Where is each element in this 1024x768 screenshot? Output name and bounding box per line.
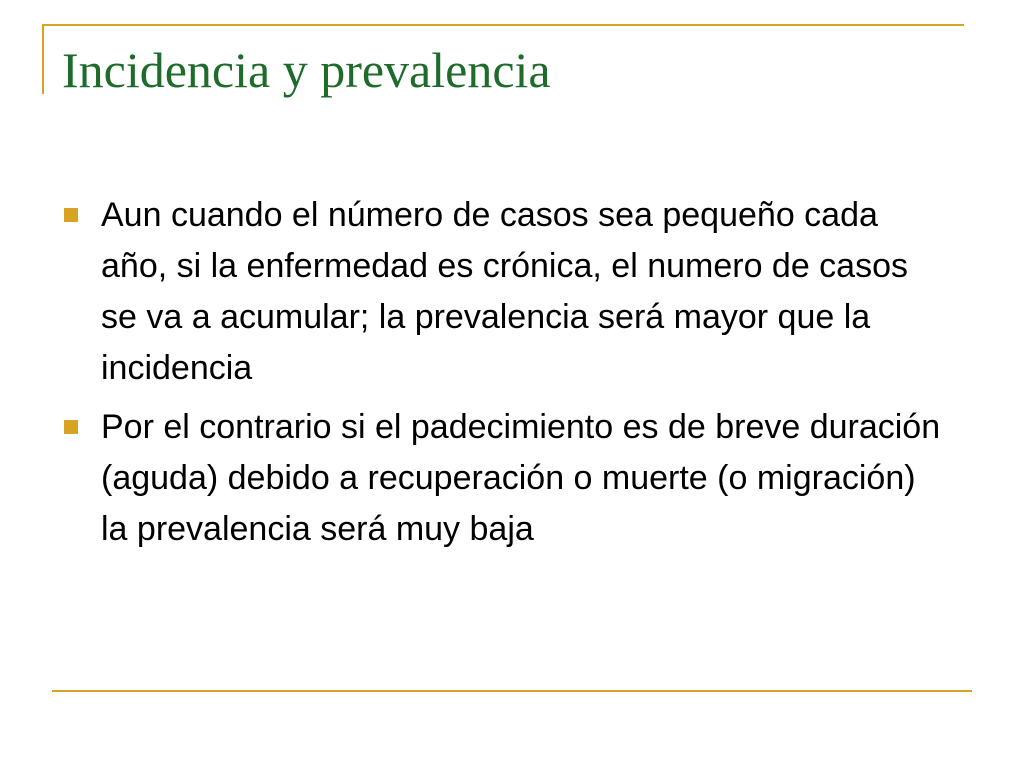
bullet-item xyxy=(62,190,942,394)
bullet-text: Aun cuando el número de casos sea pequeño cada año, si la enfermedad es crónica, el numero de casos se va a acumular; la prevalencia será mayor que la incidencia xyxy=(101,196,909,387)
bullet-text: Por el contrario si el padecimiento es de breve duración (aguda) debido a recuperación o muerte (o migración) la prevalencia será muy baja xyxy=(101,408,941,548)
slide-title: Incidencia y prevalencia xyxy=(62,42,551,98)
bottom-rule-divider xyxy=(52,690,972,692)
top-rule-divider xyxy=(42,24,964,26)
square-bullet-icon xyxy=(64,208,78,222)
square-bullet-icon xyxy=(64,420,78,434)
bullet-item xyxy=(62,402,942,555)
bullet-list xyxy=(62,190,942,563)
left-rule-divider xyxy=(42,24,44,94)
